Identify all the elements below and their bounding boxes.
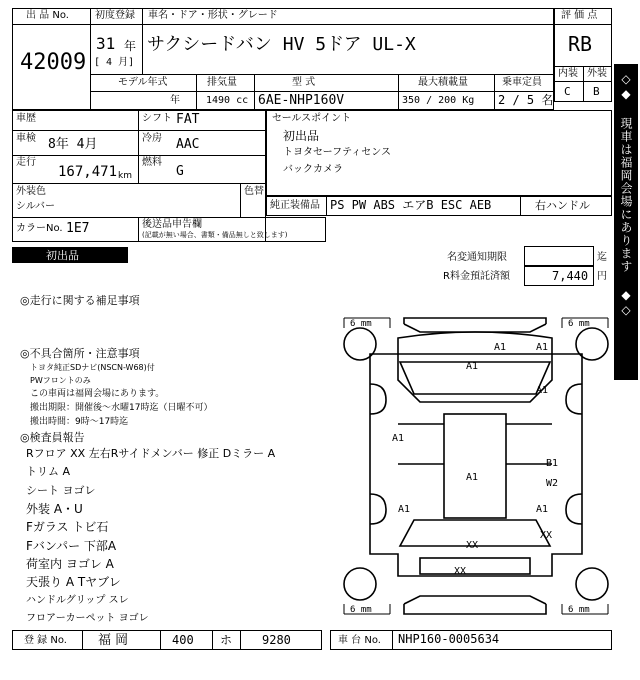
car-name-label: 車名・ドア・形状・グレード — [148, 10, 278, 21]
model-year-label: モデル年式 — [118, 77, 168, 88]
chassis-label: 車 台 No. — [338, 635, 381, 646]
color-no-label: カラーNo. — [16, 223, 63, 234]
damage-mark: A1 — [536, 342, 549, 353]
ext-color-value: シルバー — [16, 201, 56, 212]
defect-line: 搬出期限：開催後～水曜17時迄（日曜不可） — [30, 403, 213, 413]
ext-color-label: 外装色 — [16, 186, 46, 197]
sales-points-label: セールスポイント — [272, 113, 352, 124]
inspector-line: Rフロア XX 左右Rサイドメンバー 修正 Dミラー A — [26, 447, 276, 460]
inspector-line: 外装 A・U — [26, 502, 83, 516]
aftermarket-label: 後送品申告欄 — [142, 219, 202, 230]
tire-front-left — [344, 328, 376, 360]
equipment-label: 純正装備品 — [270, 200, 320, 211]
defect-line: 搬出時間：9時～17時迄 — [30, 417, 129, 427]
location-sidebar-text: ◇◆ 現車は福岡会場にあります ◆◇ — [619, 72, 633, 318]
inspector-title: ◎検査員報告 — [20, 431, 85, 444]
history-label: 車歴 — [16, 113, 36, 124]
first-reg-year: 31 — [96, 34, 116, 53]
damage-mark: A1 — [398, 504, 411, 515]
defects-title: ◎不具合箇所・注意事項 — [20, 347, 140, 360]
sales-point-2: トヨタセーフティセンス — [283, 147, 391, 158]
car-name: サクシードバン HV 5ドア UL-X — [147, 34, 416, 55]
reg-label: 登 録 No. — [24, 635, 67, 646]
damage-mark: XX — [540, 530, 553, 541]
damage-mark: XX — [454, 566, 467, 577]
mileage-value: 167,471 — [58, 164, 118, 180]
mileage-unit: km — [118, 171, 132, 181]
displacement-label: 排気量 — [207, 77, 237, 88]
damage-mark: A1 — [536, 385, 549, 396]
chassis-value: NHP160-0005634 — [398, 632, 500, 646]
equipment-value: PS PW ABS エアB ESC AEB — [330, 198, 492, 212]
rear-gate-outline — [420, 558, 530, 574]
damage-mark: XX — [466, 540, 479, 551]
shaken-value: 8年 4月 — [48, 137, 98, 152]
first-reg-month: [ 4 月] — [94, 57, 135, 68]
damage-mark: W2 — [546, 478, 559, 489]
first-reg-label: 初度登録 — [95, 10, 135, 21]
damage-mark: A1 — [494, 342, 507, 353]
tire-rear-right — [576, 568, 608, 600]
color-no-value: 1E7 — [66, 221, 90, 236]
inspector-line: ハンドルグリップ スレ — [26, 595, 129, 606]
lot-label: 出 品 No. — [26, 10, 69, 21]
sales-point-1: 初出品 — [283, 129, 320, 143]
roof-outline — [444, 414, 506, 518]
first-listing-text: 初出品 — [46, 249, 79, 262]
name-change-field — [524, 246, 594, 266]
damage-mark: A1 — [466, 472, 479, 483]
exterior-grade: B — [593, 85, 600, 98]
type-value: 6AE-NHP160V — [258, 93, 345, 108]
name-change-suffix: 迄 — [597, 252, 607, 263]
rear-bumper-outline — [404, 596, 546, 614]
aftermarket-note: (記載が無い場合、書類・備品無しと致します) — [142, 231, 288, 239]
steering-value: 右ハンドル — [535, 199, 590, 212]
tire-size-fr: 6 mm — [568, 319, 590, 329]
capacity-label: 乗車定員 — [502, 77, 542, 88]
damage-mark: A1 — [392, 433, 405, 444]
fuel-value: G — [176, 164, 184, 179]
inspector-line: シート ヨゴレ — [26, 484, 96, 497]
fuel-label: 燃料 — [142, 157, 162, 168]
load-label: 最大積載量 — [418, 77, 468, 88]
defect-line: この車両は福岡会場にあります。 — [30, 389, 165, 399]
tire-size-fl: 6 mm — [350, 319, 372, 329]
shift-value: FAT — [176, 112, 200, 127]
reg-place: 福 岡 — [98, 633, 129, 648]
car-damage-diagram — [340, 314, 612, 628]
reg-class: 400 — [172, 633, 194, 647]
damage-mark: B1 — [546, 458, 559, 469]
ac-value: AAC — [176, 137, 200, 152]
hood-outline — [398, 332, 552, 354]
reg-number: 9280 — [262, 633, 291, 647]
recycle-unit: 円 — [597, 271, 607, 282]
type-label: 型 式 — [292, 77, 316, 88]
tire-size-rl: 6 mm — [350, 605, 372, 615]
year-unit: 年 — [124, 39, 137, 53]
recycle-label: R料金預託済額 — [443, 271, 510, 282]
driving-notes-title: ◎走行に関する補足事項 — [20, 294, 140, 307]
model-year-value: 年 — [170, 95, 180, 106]
load-value: 350 / 200 Kg — [402, 95, 475, 106]
reg-kana: ホ — [220, 633, 233, 647]
eval-score: RB — [568, 32, 593, 56]
defect-line: トヨタ純正SDナビ(NSCN-W68)付 — [30, 363, 155, 372]
inspector-line: フロアーカーペット ヨゴレ — [26, 613, 149, 624]
damage-mark: A1 — [466, 361, 479, 372]
lot-number: 42009 — [20, 50, 87, 75]
eval-label: 評 価 点 — [561, 10, 598, 21]
inspector-line: 天張り A Tヤブレ — [26, 575, 121, 589]
defect-line: PWフロントのみ — [30, 376, 91, 385]
inspector-line: Fバンパー 下部A — [26, 539, 117, 553]
name-change-label: 名変通知期限 — [447, 252, 507, 263]
shift-label: シフト — [142, 113, 172, 124]
ac-label: 冷房 — [142, 133, 162, 144]
tire-rear-left — [344, 568, 376, 600]
color-mark-label: 色替 — [244, 186, 264, 197]
exterior-label: 外装 — [587, 68, 607, 79]
shaken-label: 車検 — [16, 133, 36, 144]
interior-label: 内装 — [558, 68, 578, 79]
displacement-value: 1490 cc — [206, 95, 249, 106]
sales-point-3: バックカメラ — [283, 164, 343, 175]
interior-grade: C — [564, 85, 571, 98]
mileage-label: 走行 — [16, 157, 36, 168]
inspector-line: 荷室内 ヨゴレ A — [26, 557, 114, 571]
front-bumper-outline — [404, 318, 546, 332]
inspector-line: Fガラス トビ石 — [26, 520, 109, 534]
inspector-line: トリム A — [26, 465, 71, 478]
tire-size-rr: 6 mm — [568, 605, 590, 615]
capacity-value: 2 / 5 名 — [498, 93, 554, 107]
damage-mark: A1 — [536, 504, 549, 515]
recycle-value: 7,440 — [552, 269, 589, 283]
tire-front-right — [576, 328, 608, 360]
